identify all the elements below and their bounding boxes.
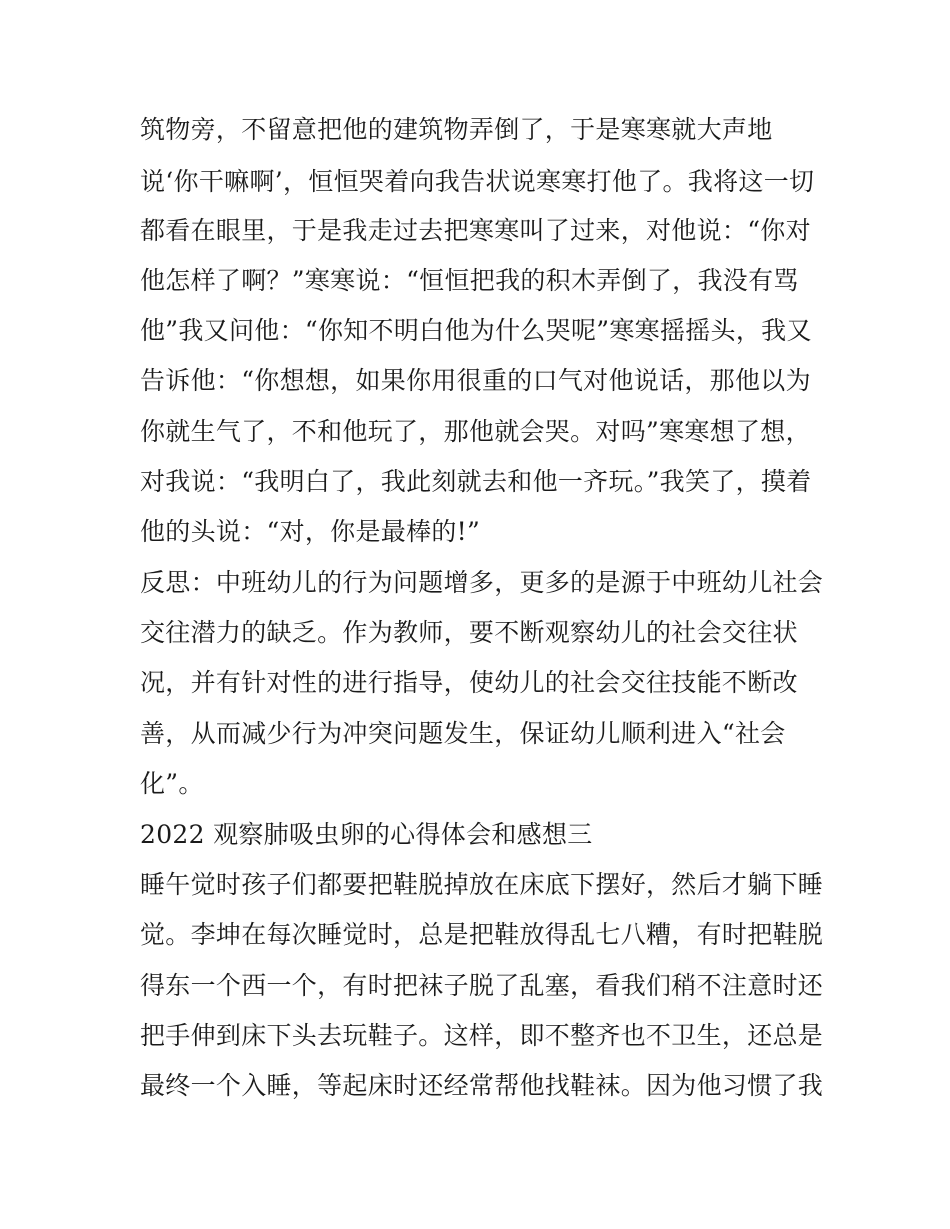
text-line: 最终一个入睡，等起床时还经常帮他找鞋袜。因为他习惯了我 — [140, 1071, 824, 1100]
section-heading: 2022 观察肺吸虫卵的心得体会和感想三 — [140, 820, 593, 849]
text-line: 觉。李坤在每次睡觉时，总是把鞋放得乱七八糟，有时把鞋脱 — [140, 920, 824, 949]
text-line: 善，从而减少行为冲突问题发生，保证幼儿顺利进入“社会 — [140, 719, 786, 748]
text-line: 况，并有针对性的进行指导，使幼儿的社会交往技能不断改 — [140, 668, 798, 697]
text-line: 他”我又问他：“你知不明白他为什么哭呢”寒寒摇摇头，我又 — [140, 316, 812, 345]
text-line: 反思：中班幼儿的行为问题增多，更多的是源于中班幼儿社会 — [140, 568, 824, 597]
text-line: 把手伸到床下头去玩鞋子。这样，即不整齐也不卫生，还总是 — [140, 1021, 824, 1050]
text-line: 说‘你干嘛啊’，恒恒哭着向我告状说寒寒打他了。我将这一切 — [140, 167, 815, 196]
text-line: 他怎样了啊？”寒寒说：“恒恒把我的积木弄倒了，我没有骂 — [140, 266, 799, 295]
text-line: 筑物旁，不留意把他的建筑物弄倒了，于是寒寒就大声地 — [140, 115, 773, 144]
text-line: 睡午觉时孩子们都要把鞋脱掉放在床底下摆好，然后才躺下睡 — [140, 870, 824, 899]
text-line: 交往潜力的缺乏。作为教师，要不断观察幼儿的社会交往状 — [140, 618, 798, 647]
text-line: 他的头说：“对，你是最棒的!” — [140, 517, 481, 546]
text-line: 对我说：“我明白了，我此刻就去和他一齐玩。”我笑了，摸着 — [140, 467, 812, 496]
text-line: 你就生气了，不和他玩了，那他就会哭。对吗”寒寒想了想， — [140, 417, 811, 446]
text-line: 告诉他：“你想想，如果你用很重的口气对他说话，那他以为 — [140, 366, 811, 395]
text-line: 得东一个西一个，有时把袜子脱了乱塞，看我们稍不注意时还 — [140, 971, 824, 1000]
text-line: 化”。 — [140, 769, 204, 798]
text-line: 都看在眼里，于是我走过去把寒寒叫了过来，对他说：“你对 — [140, 216, 811, 245]
